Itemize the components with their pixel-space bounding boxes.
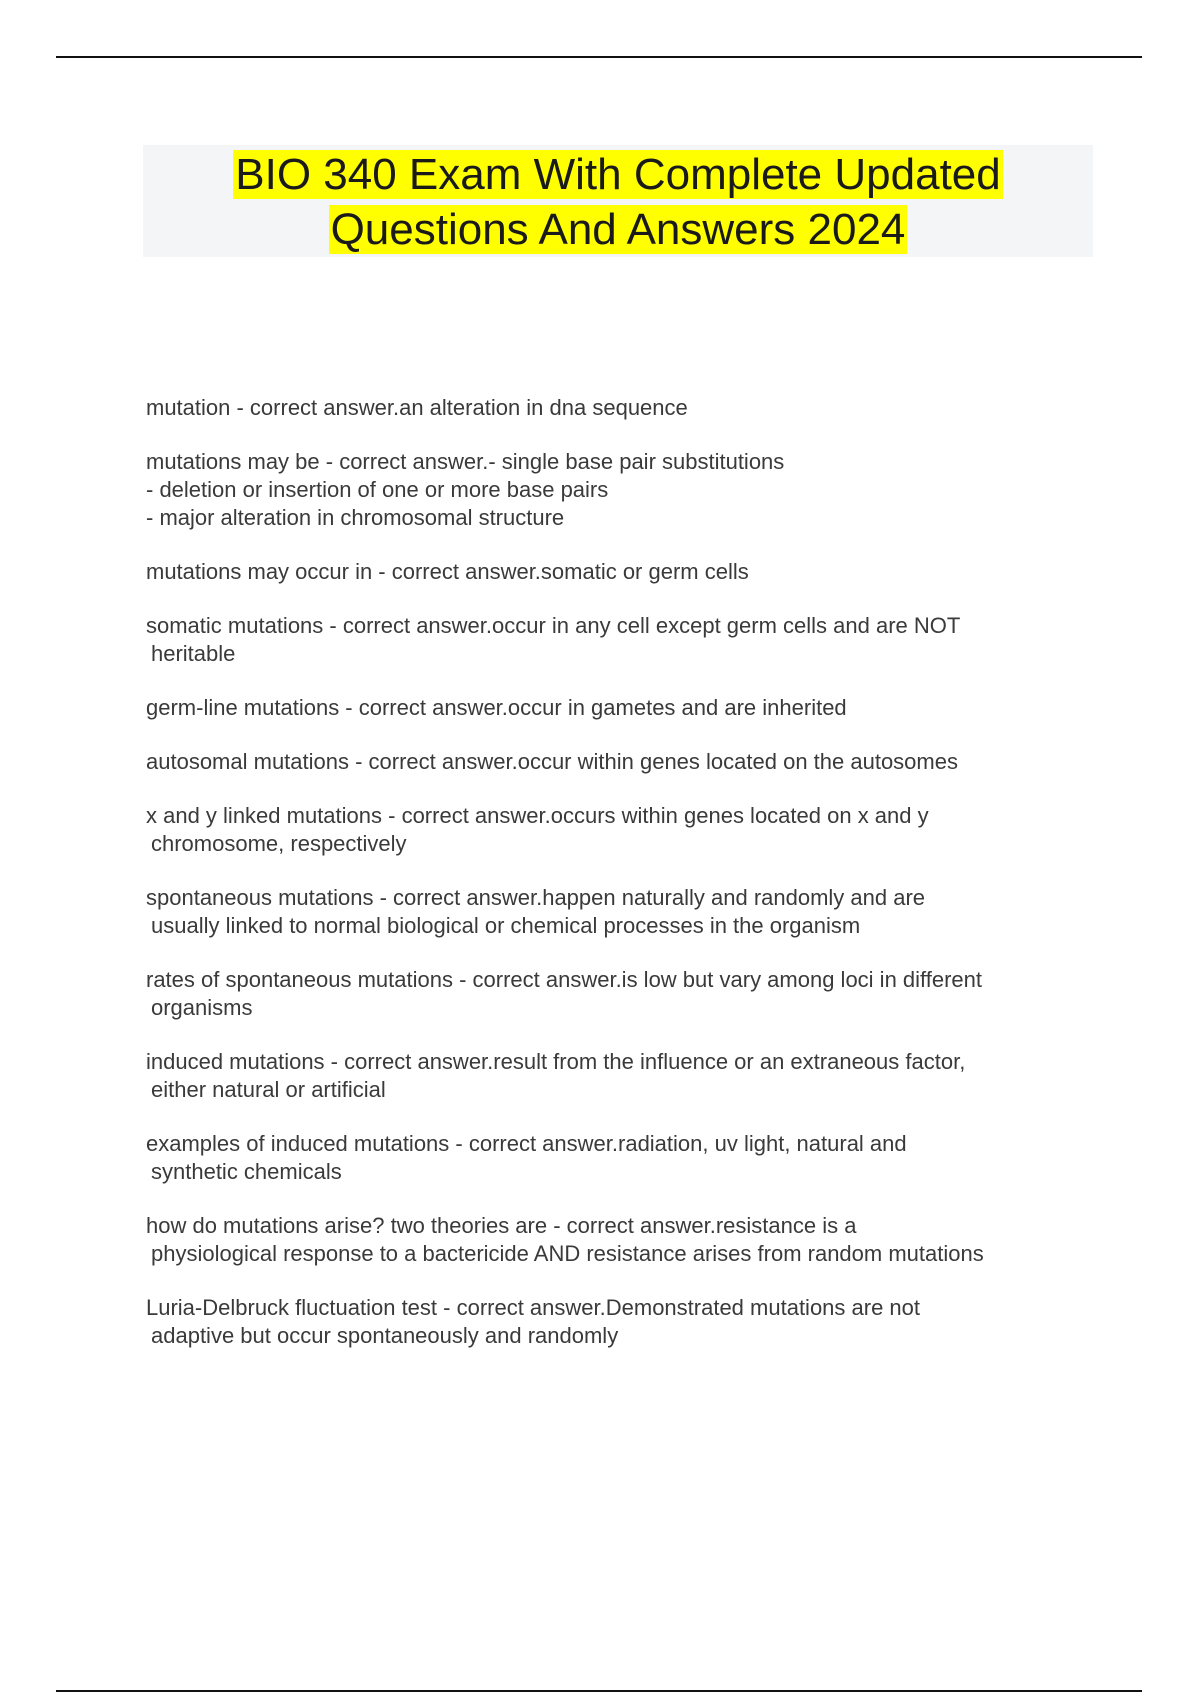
qa-item — [146, 1130, 1096, 1186]
qa-line: physiological response to a bactericide AND resistance arises from random mutations — [151, 1241, 984, 1266]
qa-line: usually linked to normal biological or chemical processes in the organism — [151, 913, 861, 938]
qa-item — [146, 884, 1096, 940]
qa-line: how do mutations arise? two theories are - correct answer.resistance is a — [146, 1213, 857, 1238]
qa-line: adaptive but occur spontaneously and randomly — [151, 1323, 619, 1348]
top-rule — [56, 56, 1142, 58]
qa-line: mutations may be - correct answer.- single base pair substitutions — [146, 449, 785, 474]
qa-line: spontaneous mutations - correct answer.happen naturally and randomly and are — [146, 885, 926, 910]
qa-line: germ-line mutations - correct answer.occur in gametes and are inherited — [146, 695, 847, 720]
qa-item — [146, 558, 1096, 586]
qa-line: heritable — [151, 641, 236, 666]
qa-item — [146, 802, 1096, 858]
qa-item — [146, 1212, 1096, 1268]
qa-line: organisms — [151, 995, 253, 1020]
document-title — [143, 145, 1093, 257]
qa-item — [146, 1048, 1096, 1104]
qa-item — [146, 694, 1096, 722]
qa-line: somatic mutations - correct answer.occur in any cell except germ cells and are NOT — [146, 613, 961, 638]
qa-line: - deletion or insertion of one or more base pairs — [146, 477, 609, 502]
qa-line: mutation - correct answer.an alteration in dna sequence — [146, 395, 688, 420]
qa-item — [146, 448, 1096, 532]
title-line-2: Questions And Answers 2024 — [330, 205, 906, 254]
title-banner — [143, 145, 1093, 257]
qa-line: rates of spontaneous mutations - correct answer.is low but vary among loci in different — [146, 967, 983, 992]
qa-line: induced mutations - correct answer.result from the influence or an extraneous factor, — [146, 1049, 966, 1074]
qa-item — [146, 1294, 1096, 1350]
bottom-rule — [56, 1690, 1142, 1692]
qa-line: mutations may occur in - correct answer.somatic or germ cells — [146, 559, 749, 584]
qa-line: autosomal mutations - correct answer.occur within genes located on the autosomes — [146, 749, 958, 774]
qa-line: examples of induced mutations - correct answer.radiation, uv light, natural and — [146, 1131, 907, 1156]
qa-item — [146, 394, 1096, 422]
qa-line: either natural or artificial — [151, 1077, 386, 1102]
qa-line: synthetic chemicals — [151, 1159, 342, 1184]
qa-item — [146, 748, 1096, 776]
qa-item — [146, 612, 1096, 668]
qa-line: Luria-Delbruck fluctuation test - correct answer.Demonstrated mutations are not — [146, 1295, 921, 1320]
qa-line: chromosome, respectively — [151, 831, 407, 856]
qa-item — [146, 966, 1096, 1022]
title-line-1: BIO 340 Exam With Complete Updated — [235, 150, 1001, 199]
qa-line: - major alteration in chromosomal structure — [146, 505, 565, 530]
qa-list — [146, 394, 1096, 1376]
qa-line: x and y linked mutations - correct answer.occurs within genes located on x and y — [146, 803, 929, 828]
